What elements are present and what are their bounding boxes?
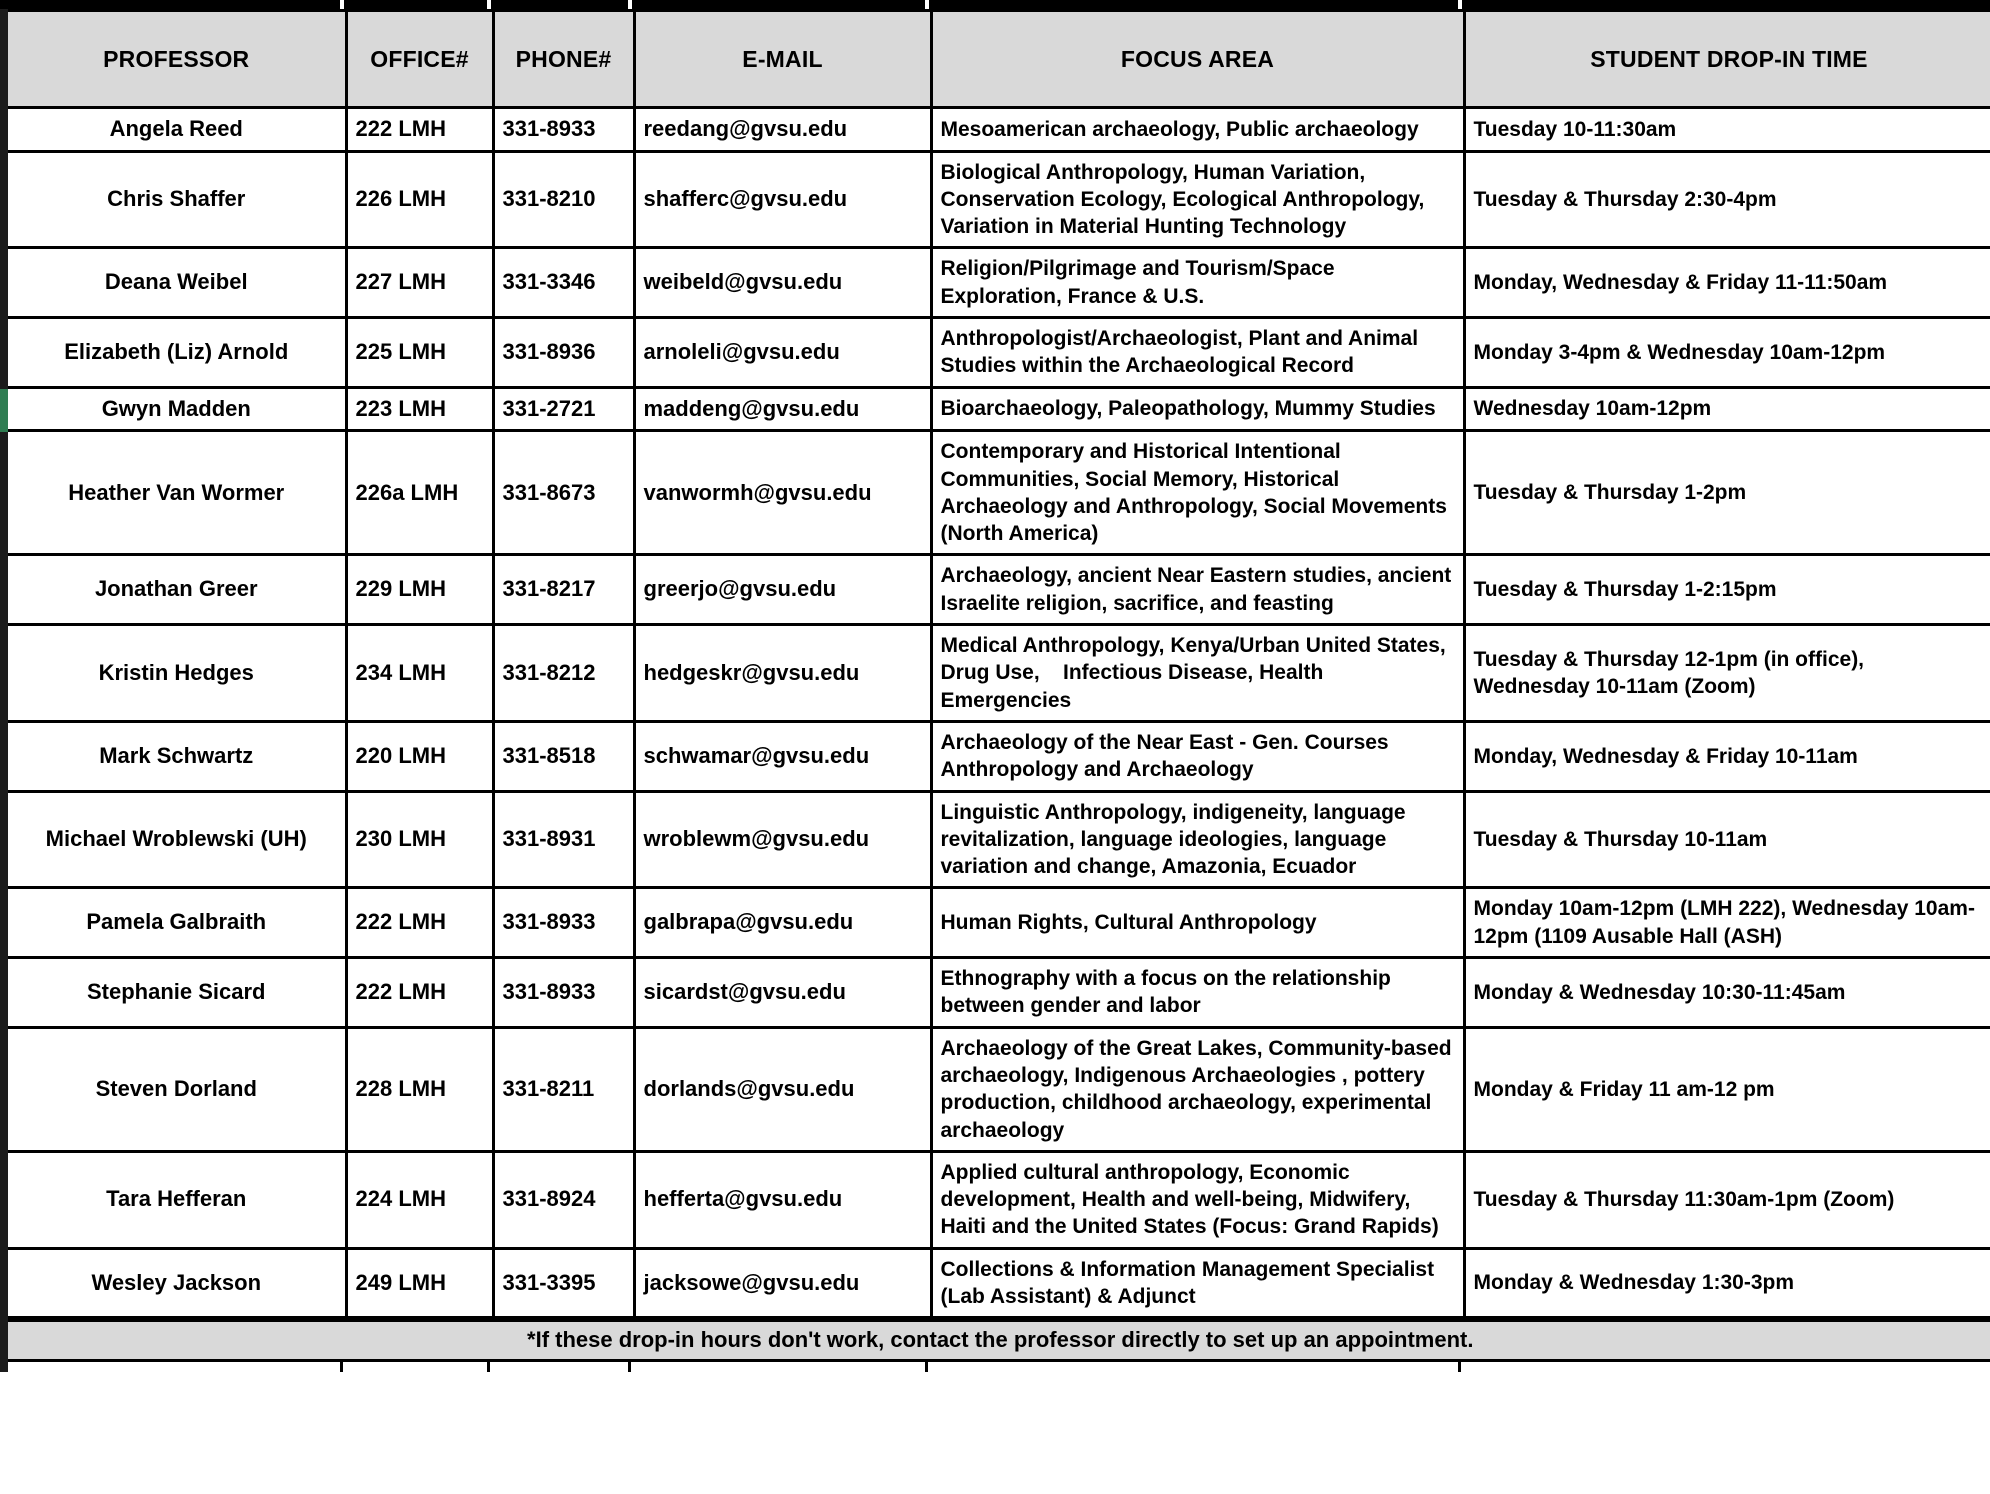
email-cell: hedgeskr@gvsu.edu xyxy=(634,625,931,722)
office-cell: 223 LMH xyxy=(346,387,493,431)
drop-in-time-cell: Monday, Wednesday & Friday 11-11:50am xyxy=(1464,248,1990,318)
phone-cell: 331-8210 xyxy=(493,151,634,248)
email-cell: reedang@gvsu.edu xyxy=(634,108,931,152)
focus-area-cell: Archaeology of the Great Lakes, Community-based archaeology, Indigenous Archaeologies , pottery production, childhood archaeology, experimental archaeology xyxy=(931,1027,1464,1151)
office-cell: 222 LMH xyxy=(346,108,493,152)
phone-cell: 331-3395 xyxy=(493,1248,634,1319)
focus-area-cell: Religion/Pilgrimage and Tourism/Space Exploration, France & U.S. xyxy=(931,248,1464,318)
professor-cell: Gwyn Madden xyxy=(4,387,346,431)
email-cell: wroblewm@gvsu.edu xyxy=(634,791,931,888)
table-row xyxy=(4,1151,1990,1248)
column-header-office: OFFICE# xyxy=(346,11,493,108)
office-cell: 226a LMH xyxy=(346,431,493,555)
email-cell: hefferta@gvsu.edu xyxy=(634,1151,931,1248)
email-cell: schwamar@gvsu.edu xyxy=(634,721,931,791)
focus-area-cell: Applied cultural anthropology, Economic development, Health and well-being, Midwifery, Haiti and the United States (Focus: Grand Rapids) xyxy=(931,1151,1464,1248)
drop-in-time-cell: Tuesday & Thursday 10-11am xyxy=(1464,791,1990,888)
header-row xyxy=(4,11,1990,108)
drop-in-time-cell: Monday, Wednesday & Friday 10-11am xyxy=(1464,721,1990,791)
drop-in-time-cell: Tuesday & Thursday 1-2:15pm xyxy=(1464,555,1990,625)
professor-cell: Chris Shaffer xyxy=(4,151,346,248)
drop-in-time-cell: Monday & Friday 11 am-12 pm xyxy=(1464,1027,1990,1151)
focus-area-cell: Collections & Information Management Specialist (Lab Assistant) & Adjunct xyxy=(931,1248,1464,1319)
office-cell: 224 LMH xyxy=(346,1151,493,1248)
email-cell: maddeng@gvsu.edu xyxy=(634,387,931,431)
professor-cell: Heather Van Wormer xyxy=(4,431,346,555)
drop-in-time-cell: Monday & Wednesday 1:30-3pm xyxy=(1464,1248,1990,1319)
table-row xyxy=(4,1027,1990,1151)
table-row xyxy=(4,151,1990,248)
table-row xyxy=(4,431,1990,555)
phone-cell: 331-8211 xyxy=(493,1027,634,1151)
email-cell: galbrapa@gvsu.edu xyxy=(634,888,931,958)
phone-cell: 331-8931 xyxy=(493,791,634,888)
office-cell: 222 LMH xyxy=(346,958,493,1028)
grid-tick xyxy=(340,0,344,9)
drop-in-time-cell: Tuesday & Thursday 2:30-4pm xyxy=(1464,151,1990,248)
drop-in-time-cell: Tuesday 10-11:30am xyxy=(1464,108,1990,152)
email-cell: dorlands@gvsu.edu xyxy=(634,1027,931,1151)
focus-area-cell: Ethnography with a focus on the relationship between gender and labor xyxy=(931,958,1464,1028)
phone-cell: 331-8933 xyxy=(493,888,634,958)
professor-cell: Deana Weibel xyxy=(4,248,346,318)
focus-area-cell: Biological Anthropology, Human Variation, Conservation Ecology, Ecological Anthropology, Variation in Material Hunting Technology xyxy=(931,151,1464,248)
professor-cell: Michael Wroblewski (UH) xyxy=(4,791,346,888)
table-row xyxy=(4,555,1990,625)
professor-cell: Pamela Galbraith xyxy=(4,888,346,958)
email-cell: shafferc@gvsu.edu xyxy=(634,151,931,248)
phone-cell: 331-8924 xyxy=(493,1151,634,1248)
table-row xyxy=(4,791,1990,888)
focus-area-cell: Contemporary and Historical Intentional Communities, Social Memory, Historical Archaeology and Anthropology, Social Movements (North America) xyxy=(931,431,1464,555)
focus-area-cell: Linguistic Anthropology, indigeneity, language revitalization, language ideologies, language variation and change, Amazonia, Ecuador xyxy=(931,791,1464,888)
office-cell: 229 LMH xyxy=(346,555,493,625)
column-header-email: E-MAIL xyxy=(634,11,931,108)
phone-cell: 331-8933 xyxy=(493,108,634,152)
left-edge-stub xyxy=(0,1362,8,1372)
column-header-phone: PHONE# xyxy=(493,11,634,108)
table-row xyxy=(4,248,1990,318)
focus-area-cell: Medical Anthropology, Kenya/Urban United States, Drug Use, Infectious Disease, Health Emergencies xyxy=(931,625,1464,722)
phone-cell: 331-8212 xyxy=(493,625,634,722)
footer-note: *If these drop-in hours don't work, contact the professor directly to set up an appointment. xyxy=(4,1319,1990,1360)
grid-tick xyxy=(925,1362,928,1372)
grid-tick xyxy=(628,1362,631,1372)
table-row xyxy=(4,888,1990,958)
professor-cell: Elizabeth (Liz) Arnold xyxy=(4,318,346,388)
column-header-professor: PROFESSOR xyxy=(4,11,346,108)
grid-tick xyxy=(487,1362,490,1372)
office-cell: 230 LMH xyxy=(346,791,493,888)
grid-tick xyxy=(1458,1362,1461,1372)
professor-cell: Jonathan Greer xyxy=(4,555,346,625)
drop-in-time-cell: Monday & Wednesday 10:30-11:45am xyxy=(1464,958,1990,1028)
professor-cell: Mark Schwartz xyxy=(4,721,346,791)
table-row xyxy=(4,721,1990,791)
phone-cell: 331-3346 xyxy=(493,248,634,318)
drop-in-time-cell: Tuesday & Thursday 1-2pm xyxy=(1464,431,1990,555)
email-cell: sicardst@gvsu.edu xyxy=(634,958,931,1028)
office-cell: 234 LMH xyxy=(346,625,493,722)
table-row xyxy=(4,318,1990,388)
focus-area-cell: Archaeology, ancient Near Eastern studies, ancient Israelite religion, sacrifice, and feasting xyxy=(931,555,1464,625)
email-cell: arnoleli@gvsu.edu xyxy=(634,318,931,388)
footer-row xyxy=(4,1319,1990,1360)
column-header-focus-area: FOCUS AREA xyxy=(931,11,1464,108)
grid-tick xyxy=(925,0,929,9)
grid-tick xyxy=(487,0,491,9)
office-cell: 222 LMH xyxy=(346,888,493,958)
grid-tick xyxy=(340,1362,343,1372)
office-cell: 220 LMH xyxy=(346,721,493,791)
office-cell: 225 LMH xyxy=(346,318,493,388)
office-cell: 226 LMH xyxy=(346,151,493,248)
focus-area-cell: Archaeology of the Near East - Gen. Courses Anthropology and Archaeology xyxy=(931,721,1464,791)
professor-cell: Steven Dorland xyxy=(4,1027,346,1151)
professor-cell: Wesley Jackson xyxy=(4,1248,346,1319)
table-row xyxy=(4,387,1990,431)
table-row xyxy=(4,625,1990,722)
top-border-strip xyxy=(0,0,1990,9)
professor-cell: Kristin Hedges xyxy=(4,625,346,722)
email-cell: vanwormh@gvsu.edu xyxy=(634,431,931,555)
focus-area-cell: Bioarchaeology, Paleopathology, Mummy Studies xyxy=(931,387,1464,431)
phone-cell: 331-8933 xyxy=(493,958,634,1028)
drop-in-time-cell: Tuesday & Thursday 12-1pm (in office), Wednesday 10-11am (Zoom) xyxy=(1464,625,1990,722)
professor-cell: Angela Reed xyxy=(4,108,346,152)
phone-cell: 331-2721 xyxy=(493,387,634,431)
table-row xyxy=(4,958,1990,1028)
email-cell: greerjo@gvsu.edu xyxy=(634,555,931,625)
office-cell: 249 LMH xyxy=(346,1248,493,1319)
professors-table xyxy=(0,9,1990,1362)
bottom-border-strip xyxy=(0,1362,1990,1372)
professor-cell: Stephanie Sicard xyxy=(4,958,346,1028)
column-header-drop-in-time: STUDENT DROP-IN TIME xyxy=(1464,11,1990,108)
focus-area-cell: Anthropologist/Archaeologist, Plant and Animal Studies within the Archaeological Record xyxy=(931,318,1464,388)
office-cell: 228 LMH xyxy=(346,1027,493,1151)
phone-cell: 331-8217 xyxy=(493,555,634,625)
drop-in-time-cell: Tuesday & Thursday 11:30am-1pm (Zoom) xyxy=(1464,1151,1990,1248)
email-cell: jacksowe@gvsu.edu xyxy=(634,1248,931,1319)
drop-in-time-cell: Monday 3-4pm & Wednesday 10am-12pm xyxy=(1464,318,1990,388)
professor-cell: Tara Hefferan xyxy=(4,1151,346,1248)
table-row xyxy=(4,1248,1990,1319)
office-cell: 227 LMH xyxy=(346,248,493,318)
table-row xyxy=(4,108,1990,152)
focus-area-cell: Mesoamerican archaeology, Public archaeology xyxy=(931,108,1464,152)
phone-cell: 331-8673 xyxy=(493,431,634,555)
focus-area-cell: Human Rights, Cultural Anthropology xyxy=(931,888,1464,958)
phone-cell: 331-8936 xyxy=(493,318,634,388)
table-body xyxy=(4,108,1990,1320)
drop-in-time-cell: Wednesday 10am-12pm xyxy=(1464,387,1990,431)
phone-cell: 331-8518 xyxy=(493,721,634,791)
grid-tick xyxy=(628,0,632,9)
email-cell: weibeld@gvsu.edu xyxy=(634,248,931,318)
grid-tick xyxy=(1458,0,1462,9)
drop-in-time-cell: Monday 10am-12pm (LMH 222), Wednesday 10am-12pm (1109 Ausable Hall (ASH) xyxy=(1464,888,1990,958)
